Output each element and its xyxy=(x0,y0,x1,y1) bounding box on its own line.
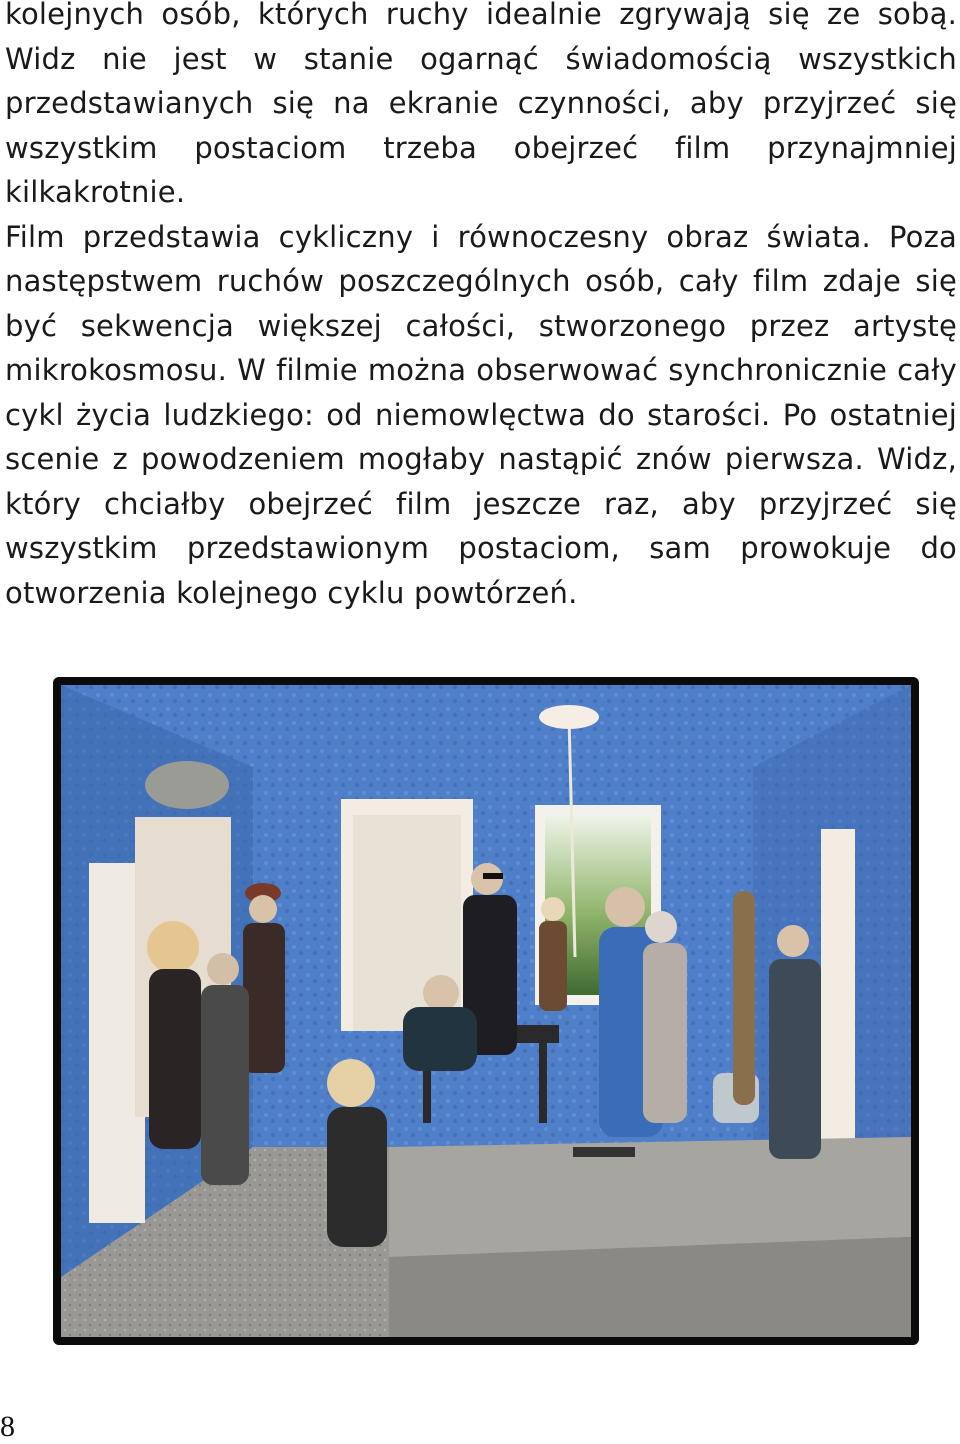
ceiling-lamp xyxy=(539,705,599,729)
bundle-on-wardrobe xyxy=(145,761,229,809)
stage-platform-top xyxy=(389,1137,911,1257)
right-door xyxy=(821,829,855,1149)
body-text xyxy=(5,0,957,615)
film-still-illustration xyxy=(53,677,919,1345)
page-number: 8 xyxy=(0,1410,15,1443)
paragraph-2: Film przedstawia cykliczny i równoczesny obraz świata. Poza następstwem ruchów poszczególnych osób, cały film zdaje się być sekwencja większej całości, stworzonego przez artystę mikrokosmosu. W filmie można obserwować synchronicznie cały cykl życia ludzkiego: od niemowlęctwa do starości. Po ostatniej scenie z powodzeniem mogłaby nastąpić znów pierwsza. Widz, który chciałby obejrzeć film jeszcze raz, aby przyjrzeć się wszystkim przedstawionym postaciom, sam prowokuje do otworzenia kolejnego cyklu powtórzeń. xyxy=(5,219,957,610)
film-still-photo xyxy=(53,677,919,1345)
paragraph-1: kolejnych osób, których ruchy idealnie zgrywają się ze sobą. Widz nie jest w stanie ogarnąć świadomością wszystkich przedstawianych się na ekranie czynności, aby przyjrzeć się wszystkim postaciom trzeba obejrzeć film przynajmniej kilkakrotnie. xyxy=(5,0,957,209)
